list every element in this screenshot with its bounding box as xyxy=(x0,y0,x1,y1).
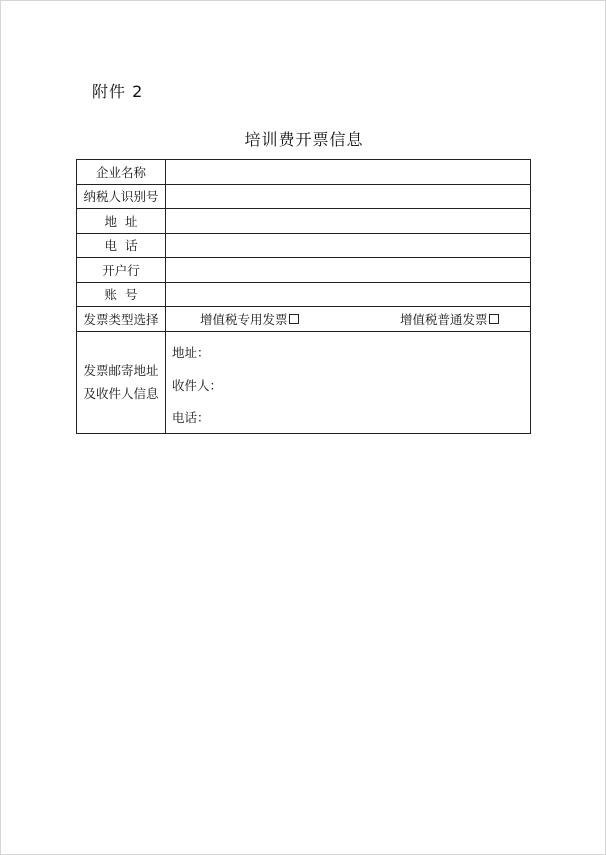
general-invoice-label: 增值税普通发票 xyxy=(400,311,488,327)
table-row xyxy=(77,233,531,258)
mailing-recipient-label: 收件人： xyxy=(172,377,223,393)
table-row xyxy=(77,258,531,283)
account-field[interactable] xyxy=(166,282,531,307)
general-invoice-checkbox[interactable] xyxy=(489,314,499,324)
bank-label: 开户行 xyxy=(77,258,166,283)
invoice-type-label: 发票类型选择 xyxy=(77,307,166,332)
address-field[interactable] xyxy=(166,209,531,234)
phone-label: 电 话 xyxy=(77,233,166,258)
table-row xyxy=(77,209,531,234)
mailing-label-line2: 及收件人信息 xyxy=(83,386,159,401)
page-title: 培训费开票信息 xyxy=(244,130,364,149)
table-row xyxy=(77,184,531,209)
mailing-info-field[interactable] xyxy=(166,331,531,433)
table-row xyxy=(77,307,531,332)
special-invoice-label: 增值税专用发票 xyxy=(200,311,288,327)
bank-field[interactable] xyxy=(166,258,531,283)
table-row xyxy=(77,160,531,185)
invoice-type-options xyxy=(166,307,531,332)
mailing-label-line1: 发票邮寄地址 xyxy=(83,363,159,378)
company-name-label: 企业名称 xyxy=(77,160,166,185)
mailing-address-label: 地址： xyxy=(172,344,210,360)
mailing-info-label xyxy=(77,331,166,433)
table-row xyxy=(77,331,531,433)
taxpayer-id-label: 纳税人识别号 xyxy=(77,184,166,209)
general-invoice-option[interactable] xyxy=(400,310,499,328)
mailing-phone-label: 电话： xyxy=(172,409,210,425)
company-name-field[interactable] xyxy=(166,160,531,185)
attachment-label: 附件 2 xyxy=(92,82,144,101)
special-invoice-option[interactable] xyxy=(200,310,299,328)
invoice-info-table xyxy=(76,159,531,434)
address-label: 地 址 xyxy=(77,209,166,234)
special-invoice-checkbox[interactable] xyxy=(289,314,299,324)
taxpayer-id-field[interactable] xyxy=(166,184,531,209)
account-label: 账 号 xyxy=(77,282,166,307)
phone-field[interactable] xyxy=(166,233,531,258)
table-row xyxy=(77,282,531,307)
